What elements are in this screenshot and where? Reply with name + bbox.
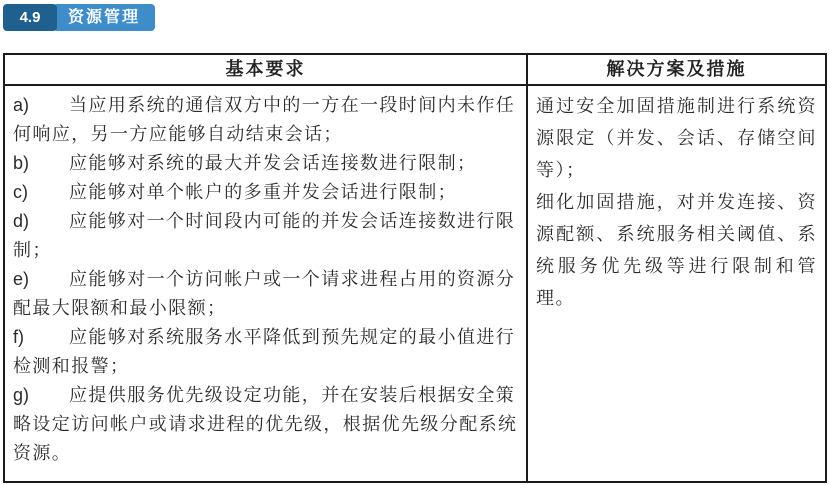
table-body-row <box>5 86 825 481</box>
requirement-item-a <box>13 91 518 149</box>
requirements-table <box>3 53 827 483</box>
requirement-text: 应能够对系统的最大并发会话连接数进行限制； <box>69 153 477 173</box>
column-header-solutions: 解决方案及措施 <box>606 59 747 79</box>
requirement-item-f <box>13 323 518 381</box>
requirement-text: 应提供服务优先级设定功能，并在安装后根据安全策略设定访问帐户或请求进程的优先级，根据优先级分配系统资源。 <box>13 385 518 463</box>
section-number-badge: 4.9 <box>3 4 57 31</box>
requirements-cell <box>5 86 528 481</box>
solution-paragraph-2: 细化加固措施，对并发连接、资源配额、系统服务相关阈值、系统服务优先级等进行限制和管理。 <box>536 192 817 308</box>
solution-paragraph-1: 通过安全加固措施制进行系统资源限定（并发、会话、存储空间等）； <box>536 96 817 180</box>
requirement-item-g <box>13 381 518 468</box>
requirement-text: 应能够对单个帐户的多重并发会话进行限制； <box>69 182 457 202</box>
requirement-item-d <box>13 207 518 265</box>
requirement-label: c) <box>13 182 28 202</box>
requirement-label: a) <box>13 95 30 115</box>
requirement-item-b <box>13 149 518 178</box>
requirement-text: 应能够对系统服务水平降低到预先规定的最小值进行检测和报警； <box>13 327 516 376</box>
column-header-basic-requirements: 基本要求 <box>5 55 528 84</box>
section-title-badge: 资源管理 <box>53 4 155 31</box>
section-header <box>3 4 155 31</box>
requirement-text: 应能够对一个时间段内可能的并发会话连接数进行限制； <box>13 211 516 260</box>
requirement-label: e) <box>13 269 30 289</box>
requirement-label: b) <box>13 153 30 173</box>
requirement-label: d) <box>13 211 30 231</box>
solutions-cell <box>528 86 825 481</box>
requirement-item-c <box>13 178 518 207</box>
requirement-item-e <box>13 265 518 323</box>
requirement-text: 应能够对一个访问帐户或一个请求进程占用的资源分配最大限额和最小限额； <box>13 269 516 318</box>
requirement-label: g) <box>13 385 30 405</box>
requirement-label: f) <box>13 327 24 347</box>
requirement-text: 当应用系统的通信双方中的一方在一段时间内未作任何响应，另一方应能够自动结束会话； <box>13 95 516 144</box>
table-header-row <box>5 55 825 86</box>
